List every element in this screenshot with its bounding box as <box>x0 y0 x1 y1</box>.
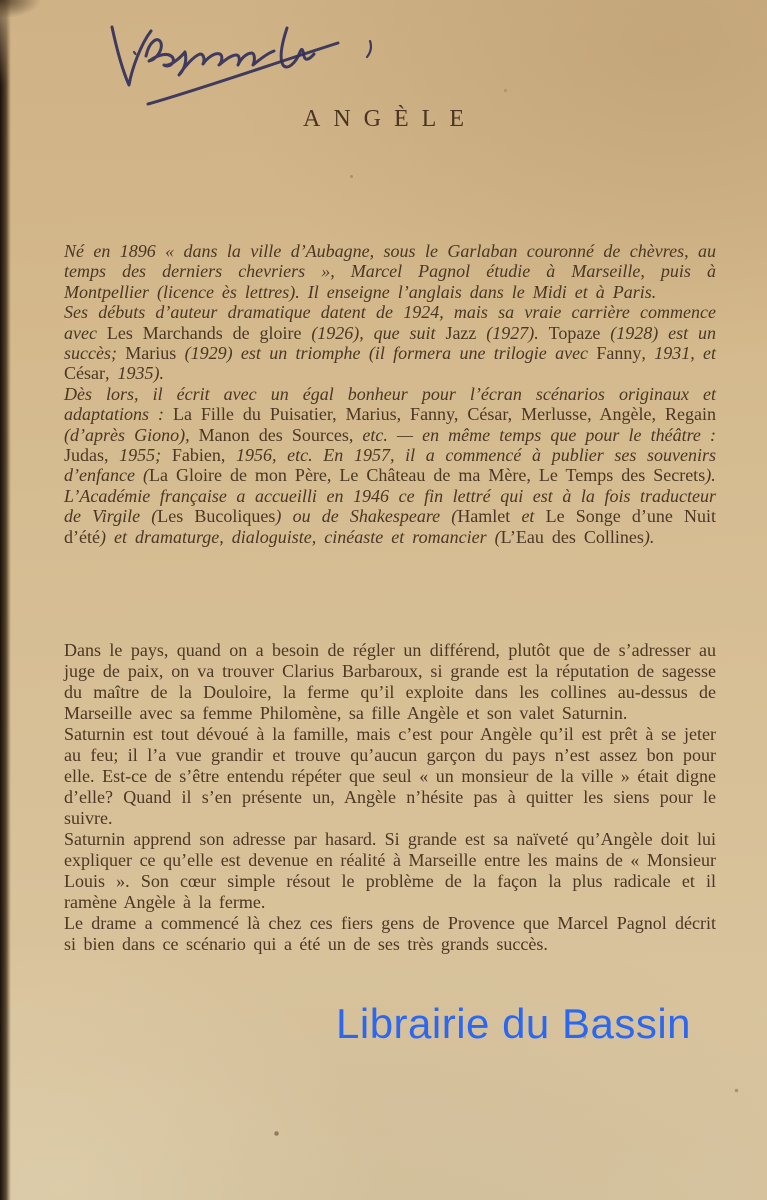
text-segment: César <box>64 363 105 384</box>
text-segment: Fabien, <box>171 445 226 466</box>
text-segment: (1926), que suit <box>301 322 446 343</box>
text-segment: ) et dramaturge, dialoguiste, cinéaste et romancier ( <box>99 526 501 547</box>
text-segment: Les Bucoliques <box>157 506 276 527</box>
text-segment: Saturnin apprend son adresse par hasard. Si grande est sa naïveté qu’Angèle doit lui expliquer ce qu’elle est devenue en réalité à Marseille entre les mains de « Monsieur Louis ». Son cœur simple résout le problème de la façon la plus radicale et il ramène Angèle à la ferme. <box>64 829 716 912</box>
text-segment: (d’après Giono), <box>64 424 199 445</box>
page-title: ANGÈLE <box>303 106 477 132</box>
text-segment: (1929) est un triomphe (il formera une trilogie avec <box>176 343 597 364</box>
text-segment: Né en 1896 « dans la ville d’Aubagne, sous le Garlaban couronné de chèvres, au temps des derniers chevriers », Marcel Pagnol étudie à Marseille, puis à Montpellier (licence ès lettres). Il enseigne l’anglais dans le Midi et à Paris. <box>64 241 716 302</box>
text-segment: ). <box>643 526 655 547</box>
paper-specks <box>0 0 1 1</box>
text-segment: etc. — en même temps que pour le théâtre : <box>353 424 716 445</box>
text-segment: Ses débuts d’auteur dramatique datent de 1924, mais sa vraie carrière commence avec <box>64 302 716 343</box>
paragraph <box>64 829 716 913</box>
paragraph <box>64 486 716 547</box>
text-segment: La Fille du Puisatier, Marius, Fanny, César, Merlusse, Angèle, Regain <box>172 404 716 425</box>
text-segment: Manon des Sources, <box>198 424 354 445</box>
paragraph <box>64 241 716 302</box>
paragraph <box>64 384 716 486</box>
text-segment: Dès lors, il écrit avec un égal bonheur pour l’écran scénarios originaux et adaptations : <box>64 383 716 425</box>
paragraph <box>64 724 716 829</box>
handwritten-owner-inscription <box>88 10 388 118</box>
text-segment: ) ou de Shakespeare ( <box>275 506 458 527</box>
paragraph <box>64 640 716 724</box>
bookseller-watermark: Librairie du Bassin <box>336 1000 692 1047</box>
author-bio-section <box>64 241 716 547</box>
text-segment: 1956, etc. En 1957, il a commencé à publier ses souvenirs d’enfance ( <box>64 445 717 486</box>
corner-shadow <box>0 0 40 18</box>
text-segment: Topaze <box>548 322 601 343</box>
text-segment: , 1931, et <box>641 343 716 364</box>
text-segment: La Gloire de mon Père, Le Château de ma Mère, Le Temps des Secrets <box>148 465 706 486</box>
text-segment: Marius <box>125 343 177 364</box>
text-segment: (1927). <box>476 322 549 343</box>
text-segment: Jazz <box>445 322 477 343</box>
text-segment: Judas, <box>64 445 109 466</box>
text-segment: 1955; <box>108 445 172 466</box>
text-segment: ). <box>705 465 716 486</box>
text-segment: Le Songe d’une Nuit d’été <box>64 506 717 547</box>
text-segment: Fanny <box>596 343 642 364</box>
text-segment: Hamlet <box>457 506 511 527</box>
text-segment: L’Académie française a accueilli en 1946 ce fin lettré qui est à la fois traducteur de Virgile ( <box>64 485 716 527</box>
text-segment: Dans le pays, quand on a besoin de régler un différend, plutôt que de s’adresser au juge de paix, on va trouver Clarius Barbaroux, si grande est la réputation de sagesse du maître de la Douloire, la ferme qu’il exploite dans les collines au-dessus de Marseille avec sa femme Philomène, sa fille Angèle et son valet Saturnin. <box>64 640 716 723</box>
text-segment: et <box>510 506 546 527</box>
paragraph <box>64 913 716 955</box>
text-segment: (1928) est un succès; <box>64 322 717 364</box>
text-segment: L’Eau des Collines <box>500 526 644 547</box>
text-segment: Le drame a commencé là chez ces fiers gens de Provence que Marcel Pagnol décrit si bien dans ce scénario qui a été un de ses très grands succès. <box>64 913 716 954</box>
story-synopsis-section <box>64 640 716 955</box>
paragraph <box>64 302 716 384</box>
text-segment: Les Marchands de gloire <box>106 322 302 343</box>
text-segment: , 1935). <box>104 363 164 384</box>
text-segment: Saturnin est tout dévoué à la famille, mais c’est pour Angèle qu’il est prêt à se jeter au feu; il l’a vue grandir et trouve qu’aucun garçon du pays n’est assez bon pour elle. Est-ce de s’être entendu répéter que seul « un monsieur de la ville » était digne d’elle? Quand il s’en présente un, Angèle n’hésite pas à quitter les siens pour le suivre. <box>64 724 716 828</box>
binding-edge-shadow <box>0 0 11 1200</box>
